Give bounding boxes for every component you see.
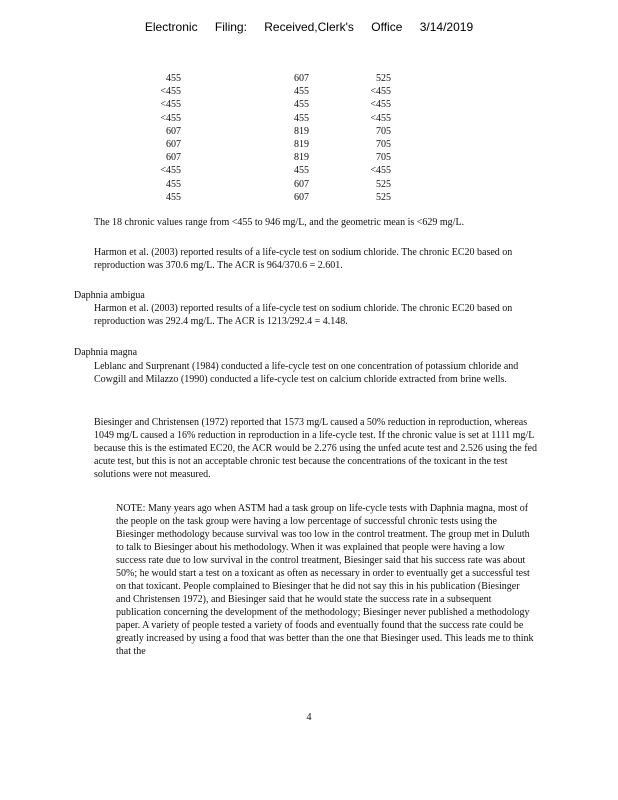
table-cell: <455 [370,112,391,124]
summary-paragraph [94,216,554,229]
table-row [120,125,391,138]
table-row [120,112,391,125]
table-cell: 819 [294,152,309,164]
table-cell: 455 [166,73,181,84]
header-part: Received,Clerk's [264,20,354,34]
table-row [120,164,391,177]
table-cell: 819 [294,125,309,137]
table-row [120,151,391,164]
magna-heading: Daphnia magna [74,347,138,358]
table-cell: 705 [376,152,391,164]
note-text: NOTE: Many years ago when ASTM had a task group on life-cycle tests with Daphnia magna, most of the people on the task group were having a low percentage of successful chronic tests using the Biesinger methodology because survival was too low in the control treatment. The group met in Duluth to talk to Biesinger about his methodology. When it was explained that people were having a low success rate due to low survival in the control treatment, Biesinger said that his success rate was about 50%; he would start a test on a toxicant as often as necessary in order to eventually get a successful test on that toxicant. People complained to Biesinger that he did not say this in his publication (Biesinger and Christensen 1972), and Biesinger said that he would state the success rate in a subsequent publication concerning the development of the methodology; Biesinger never published a methodology paper. A variety of people tested a variety of foods and eventually found that the success rate could be greatly increased by using a food that was better than the one that Biesinger used. This leads me to think that the [116,503,534,657]
filing-header [0,20,618,34]
table-cell: <455 [160,86,181,98]
table-cell: <455 [160,165,181,177]
table-cell: 455 [294,112,309,124]
summary-text: The 18 chronic values range from <455 to 946 mg/L, and the geometric mean is <629 mg/L. [94,217,465,228]
table-cell: 705 [376,125,391,137]
harmon-text-2: Harmon et al. (2003) reported results of a life-cycle test on sodium chloride. The chronic EC20 based on reproduction was 292.4 mg/L. The ACR is 1213/292.4 = 4.148. [94,303,513,327]
table-cell: 455 [166,178,181,190]
table-cell: <455 [370,165,391,177]
leblanc-paragraph [94,360,546,386]
table-cell: 607 [166,139,181,151]
harmon-paragraph-1 [94,246,546,272]
header-part: Office [371,20,403,34]
table-cell: 607 [294,191,309,203]
table-row [120,98,391,111]
biesinger-paragraph [94,416,546,481]
table-row [120,178,391,191]
leblanc-text: Leblanc and Surprenant (1984) conducted a life-cycle test on one concentration of potassium chloride and Cowgill and Milazzo (1990) conducted a life-cycle test on calcium chloride extracted from brine wells. [94,361,519,385]
table-cell: 455 [294,165,309,177]
table-cell: 607 [294,178,309,190]
table-cell: <455 [370,86,391,98]
page-number: 4 [306,712,312,723]
table-row [120,138,391,151]
biesinger-text: Biesinger and Christensen (1972) reported that 1573 mg/L caused a 50% reduction in reproduction, whereas 1049 mg/L caused a 16% reduction in reproduction in a life-cycle test. If the chronic value is set at 1111 mg/L because this is the estimated EC20, the ACR would be 2.276 using the unfed acute test and 2.526 using the fed acute test, but this is not an acceptable chronic test because the concentrations of the toxicant in the test solutions were not measured. [94,417,537,480]
chronic-values-table [120,72,391,204]
table-row [120,85,391,98]
table-cell: 607 [166,125,181,137]
table-cell: 607 [294,73,309,84]
table-cell: <455 [160,112,181,124]
harmon-text-1: Harmon et al. (2003) reported results of a life-cycle test on sodium chloride. The chronic EC20 based on reproduction was 370.6 mg/L. The ACR is 964/370.6 = 2.601. [94,247,513,271]
table-row [120,191,391,204]
ambigua-heading: Daphnia ambigua [74,290,145,301]
table-cell: 607 [166,152,181,164]
table-cell: 525 [376,178,391,190]
header-part: 3/14/2019 [419,20,474,34]
table-cell: 525 [376,191,391,203]
note-paragraph [116,502,536,658]
header-part: Electronic [144,20,198,34]
table-row [120,72,391,85]
table-cell: 705 [376,139,391,151]
table-cell: 455 [166,191,181,203]
table-cell: 819 [294,139,309,151]
table-cell: 525 [376,73,391,84]
harmon-paragraph-2 [94,302,546,328]
table-cell: 455 [294,99,309,111]
header-part: Filing: [214,20,247,34]
table-cell: <455 [370,99,391,111]
table-cell: <455 [160,99,181,111]
table-cell: 455 [294,86,309,98]
